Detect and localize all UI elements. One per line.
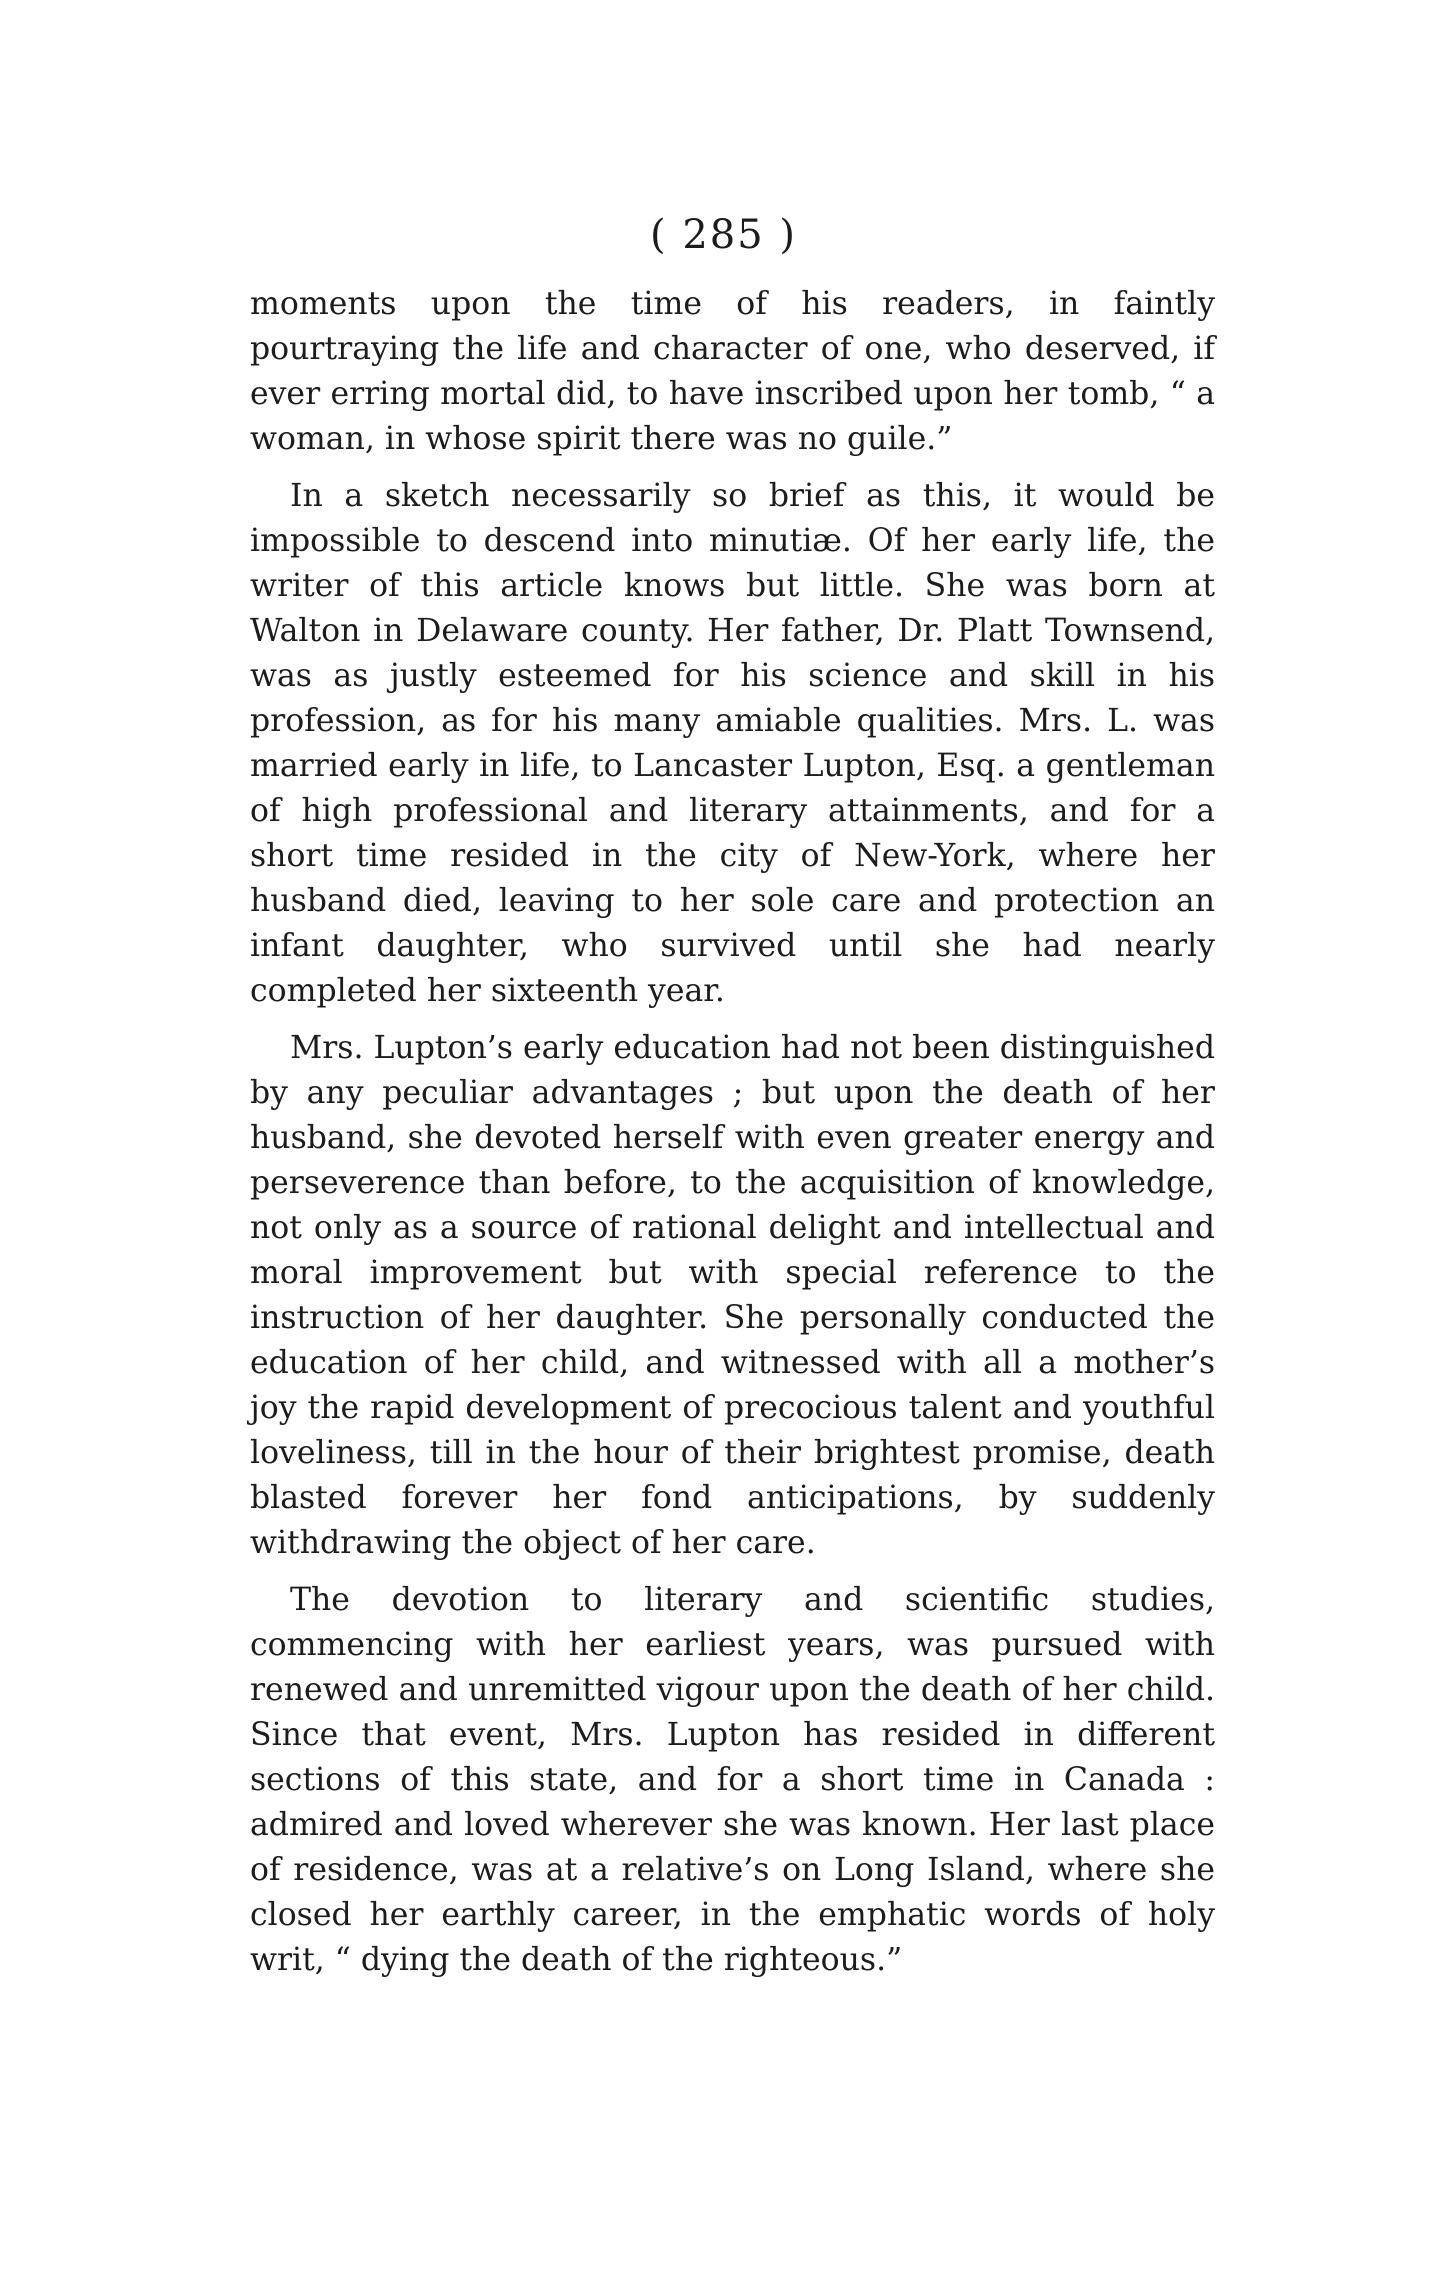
paragraph-sketch: In a sketch necessarily so brief as this, it would be impossible to descend into minutiæ. Of her early life, the writer of this article knows but little. She was born at Walton in Delaware county. Her father, Dr. Platt Townsend, was as justly esteemed for his science and skill in his profession, as for his many amiable qualities. Mrs. L. was married early in life, to Lancaster Lupton, Esq. a gentleman of high professional and literary attainments, and for a short time resided in the city of New-York, where her husband died, leaving to her sole care and protection an infant daughter, who survived until she had nearly completed her sixteenth year. (250, 478, 1215, 1009)
body-text (250, 282, 1215, 1995)
paragraph-devotion: The devotion to literary and scientific studies, commencing with her earliest years, was pursued with renewed and unremitted vigour upon the death of her child. Since that event, Mrs. Lupton has resided in different sections of this state, and for a short time in Canada : admired and loved wherever she was known. Her last place of residence, was at a relative’s on Long Island, where she closed her earthly career, in the emphatic words of holy writ, “ dying the death of the righteous.” (250, 1582, 1215, 1978)
page-number: ( 285 ) (650, 212, 797, 258)
paragraph-continued: moments upon the time of his readers, in faintly pourtraying the life and character of one, who deserved, if ever erring mortal did, to have inscribed upon her tomb, “ a woman, in whose spirit there was no guile.” (250, 286, 1215, 457)
paragraph-education: Mrs. Lupton’s early education had not been distinguished by any peculiar advantages ; but upon the death of her husband, she devoted herself with even greater energy and perseverence than before, to the acquisition of knowledge, not only as a source of rational delight and intellectual and moral improvement but with special reference to the instruction of her daughter. She personally conducted the education of her child, and witnessed with all a mother’s joy the rapid development of precocious talent and youthful loveliness, till in the hour of their brightest promise, death blasted forever her fond anticipations, by suddenly withdrawing the object of her care. (250, 1030, 1215, 1561)
